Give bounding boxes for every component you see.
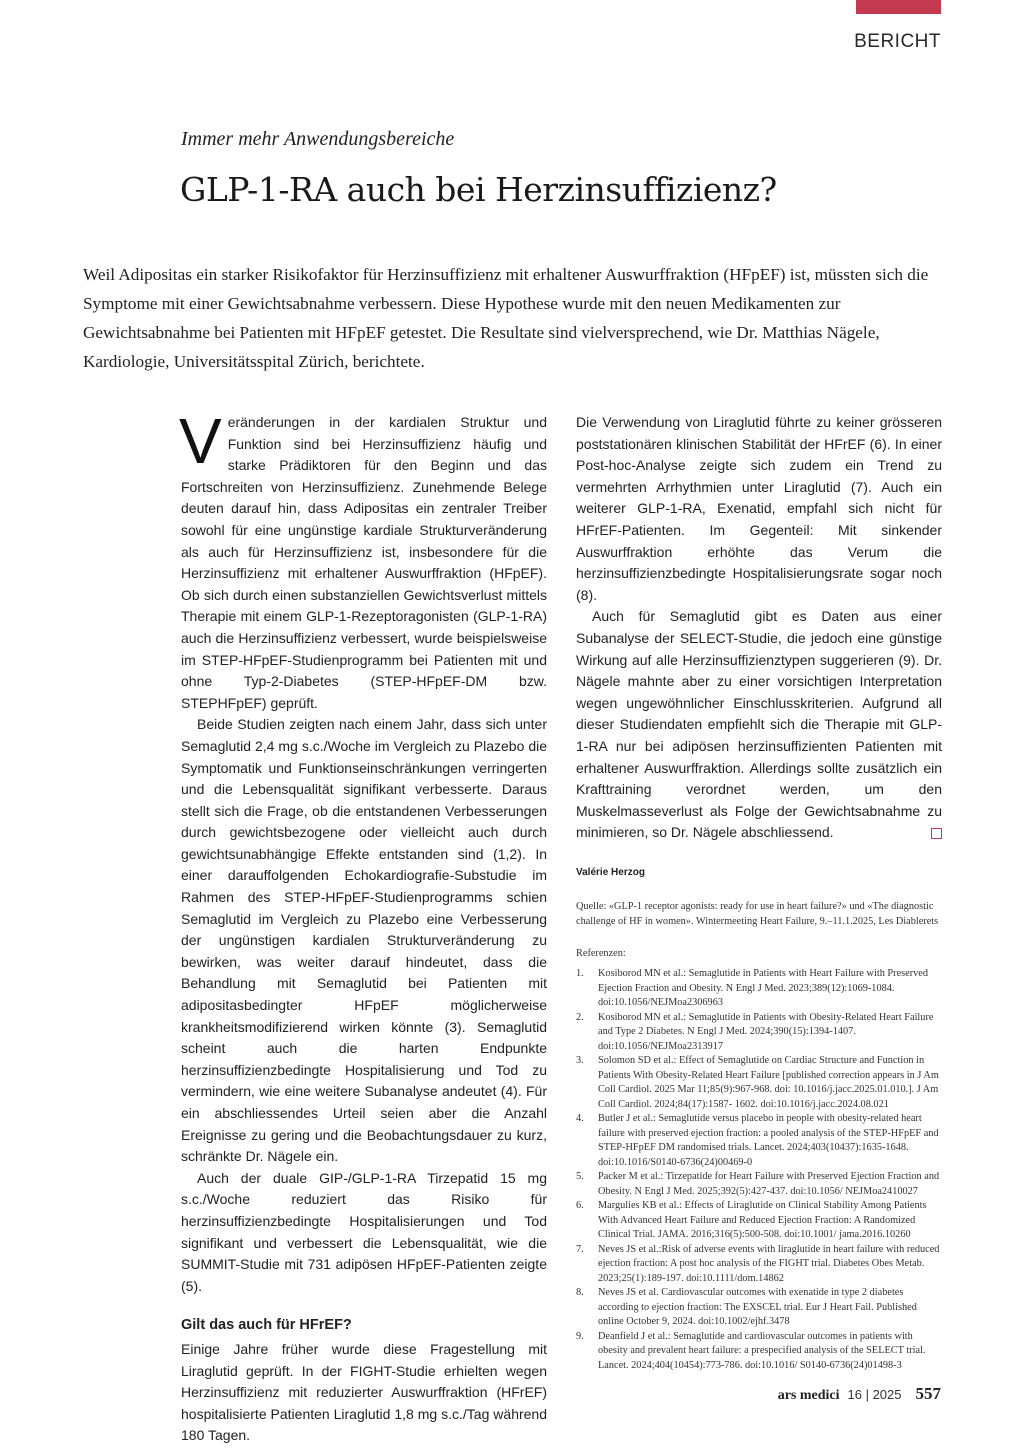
- reference-number: 4.: [576, 1113, 584, 1125]
- left-column: [179, 405, 547, 1447]
- paragraph-3: Auch der duale GIP-/GLP-1-RA Tirzepatid 15 mg s.c./Woche reduziert das Risiko für herzinsuffizienzbedingte Hospitalisierungen und Tod signifikant und verbessert die Lebensqualität, wie die SUMMIT-Studie mit 731 adipösen HFpEF-Patienten zeigte (5).: [181, 1169, 547, 1294]
- article-lead: Weil Adipositas ein starker Risikofaktor für Herzinsuffizienz mit erhaltener Auswurffraktion (HFpEF) ist, müssten sich die Symptome mit einer Gewichtsabnahme verbessern. Diese Hypothese wurde mit den neuen Medikamenten zur Gewichtsabnahme bei Patienten mit HFpEF getestet. Die Resultate sind vielversprechend, wie Dr. Matthias Nägele, Kardiologie, Universitätsspital Zürich, berichtete.: [83, 265, 929, 371]
- reference-item: [576, 1243, 942, 1287]
- paragraph-1-text: eränderungen in der kardialen Struktur und Funktion sind bei Herzinsuffizienz häufig und starke Prädiktoren für den Beginn und das Fortschreiten von Herzinsuffizienz. Zunehmende Belege deuten darauf hin, dass Adipositas ein zentraler Treiber sowohl für eine ungünstige kardiale Strukturveränderung als auch für Herzinsuffizienz ist, insbesondere für die Herzinsuffizienz mit erhaltener Auswurffraktion (HFpEF). Ob sich durch einen substanziellen Gewichtsverlust mittels Therapie mit einem GLP-1-Rezeptoragonisten (GLP-1-RA) auch die Herzinsuffizienz verbessert, wurde beispielsweise im STEP-HFpEF-Studienprogramm bei Patienten mit und ohne Typ-2-Diabetes (STEP-HFpEF-DM bzw. STEPHFpEF) geprüft.: [181, 414, 547, 711]
- reference-text: Butler J et al.: Semaglutide versus placebo in people with obesity-related heart failure with preserved ejection fraction: a pooled analysis of the STEP-HFpEF and STEP-HFpEF DM randomised trials. Lancet. 2024;403(10437):1635-1648. doi:10.1016/S0140-6736(24)00469-0: [598, 1113, 939, 1168]
- source-note: Quelle: «GLP-1 receptor agonists: ready for use in heart failure?» und «The diagnostic challenge of HF in women». Wintermeeting Heart Failure, 9.–11.1.2025, Les Diablerets: [576, 901, 939, 928]
- paragraph-4: Einige Jahre früher wurde diese Fragestellung mit Liraglutid geprüft. In der FIGHT-Studie erhielten wegen Herzinsuffizienz mit reduzierter Auswurffraktion (HFrEF) hospitalisierte Patienten Liraglutid 1,8 mg s.c./Tag während 180 Tagen.: [181, 1340, 547, 1444]
- article-title: GLP-1-RA auch bei Herzinsuffizienz?: [180, 170, 777, 209]
- reference-item: [576, 1286, 942, 1330]
- reference-text: Neves JS et al. Cardiovascular outcomes with exenatide in type 2 diabetes according to ejection fraction: The EXSCEL trial. Eur J Heart Fail. Published online October 9, 2024. doi:10.1002/ejhf.3478: [598, 1287, 917, 1328]
- reference-number: 5.: [576, 1171, 584, 1183]
- reference-number: 9.: [576, 1330, 584, 1342]
- right-column: [576, 412, 942, 1373]
- section-accent-bar: [856, 0, 941, 14]
- page-number: 557: [915, 1384, 941, 1403]
- drop-cap: V: [179, 405, 222, 477]
- reference-item: [576, 1330, 942, 1374]
- reference-number: 7.: [576, 1243, 584, 1255]
- reference-item: [576, 967, 942, 1011]
- paragraph-6-text: Auch für Semaglutid gibt es Daten aus einer Subanalyse der SELECT-Studie, die jedoch eine günstige Wirkung auf alle Herzinsuffizienztypen suggerieren (9). Dr. Nägele mahnte aber zu einer vorsichtigen Interpretation wegen ungewöhnlicher Einschlusskriterien. Aufgrund all dieser Studiendaten empfiehlt sich die Therapie mit GLP-1-RA nur bei adipösen herzinsuffizienten Patienten mit erhaltener Auswurffraktion. Allerdings sollte zusätzlich ein Krafttraining verordnet werden, um den Muskelmasseverlust als Folge der Gewichtsabnahme zu minimieren, so Dr. Nägele abschliessend.: [576, 608, 942, 841]
- subheading-hfref: Gilt das auch für HFrEF?: [181, 1317, 352, 1334]
- reference-item: [576, 1054, 942, 1112]
- author-byline: Valérie Herzog: [576, 866, 645, 878]
- reference-number: 2.: [576, 1011, 584, 1023]
- paragraph-1: [179, 405, 547, 714]
- section-label: BERICHT: [854, 31, 941, 52]
- reference-text: Margulies KB et al.: Effects of Liraglutide on Clinical Stability Among Patients With Advanced Heart Failure and Reduced Ejection Fraction: A Randomized Clinical Trial. JAMA. 2016;316(5):500-508. doi:10.1001/ jama.2016.10260: [598, 1200, 927, 1241]
- reference-text: Packer M et al.: Tirzepatide for Heart Failure with Preserved Ejection Fraction and Obesity. N Engl J Med. 2025;392(5):427-437. doi:10.1056/ NEJMoa2410027: [598, 1171, 940, 1197]
- reference-number: 1.: [576, 968, 584, 980]
- reference-number: 3.: [576, 1055, 584, 1067]
- reference-text: Neves JS et al.:Risk of adverse events with liraglutide in heart failure with reduced ejection fraction: A post hoc analysis of the FIGHT trial. Diabetes Obes Metab. 2023;25(1):189-197. doi:10.1111/dom.14862: [598, 1243, 940, 1284]
- reference-item: [576, 1112, 942, 1170]
- reference-number: 8.: [576, 1287, 584, 1299]
- reference-text: Deanfield J et al.: Semaglutide and cardiovascular outcomes in patients with obesity and prevalent heart failure: a prespecified analysis of the SELECT trial. Lancet. 2024;404(10454):773-786. doi:10.1016/ S0140-6736(24)01498-3: [598, 1330, 926, 1371]
- issue-number: 16 | 2025: [847, 1387, 902, 1402]
- paragraph-6: [576, 606, 942, 844]
- references-heading: Referenzen:: [576, 948, 626, 960]
- paragraph-5: Die Verwendung von Liraglutid führte zu keiner grösseren poststationären klinischen Stabilität der HFrEF (6). In einer Post-hoc-Analyse zeigte sich zudem ein Trend zu vermehrten Arrhythmien unter Liraglutid (7). Auch ein weiterer GLP-1-RA, Exenatid, empfahl sich nicht für HFrEF-Patienten. Im Gegenteil: Mit sinkender Auswurffraktion erhöhte das Verum die herzinsuffizienzbedingte Hospitalisierungsrate sogar noch (8).: [576, 414, 942, 603]
- reference-item: [576, 1011, 942, 1055]
- reference-item: [576, 1170, 942, 1199]
- reference-text: Kosiborod MN et al.: Semaglutide in Patients with Heart Failure with Preserved Ejection Fraction and Obesity. N Engl J Med. 2023;389(12):1069-1084. doi:10.1056/NEJMoa2306963: [598, 968, 929, 1009]
- end-of-article-square-icon: [931, 828, 942, 839]
- references-list: [576, 967, 942, 1373]
- journal-name: ars medici: [777, 1388, 840, 1403]
- reference-text: Kosiborod MN et al.: Semaglutide in Patients with Obesity-Related Heart Failure and Type 2 Diabetes. N Engl J Med. 2024;390(15):1394-1407. doi:10.1056/NEJMoa2313917: [598, 1011, 934, 1052]
- article-kicker: Immer mehr Anwendungsbereiche: [181, 128, 455, 150]
- reference-item: [576, 1199, 942, 1243]
- page-footer: [778, 1384, 941, 1404]
- reference-number: 6.: [576, 1200, 584, 1212]
- reference-text: Solomon SD et al.: Effect of Semaglutide on Cardiac Structure and Function in Patients With Obesity-Related Heart Failure [published correction appears in J Am Coll Cardiol. 2025 Mar 11;85(9):967-968. doi: 10.1016/j.jacc.2025.01.010.]. J Am Coll Cardiol. 2024;84(17):1587- 1602. doi:10.1016/j.jacc.2024.08.021: [598, 1055, 939, 1110]
- paragraph-2: Beide Studien zeigten nach einem Jahr, dass sich unter Semaglutid 2,4 mg s.c./Woche im Vergleich zu Plazebo die Symptomatik und Funktionseinschränkungen verringerten und die Lebensqualität signifikant verbesserte. Daraus stellt sich die Frage, ob die entstandenen Verbesserungen durch gewichtsbezogene oder vielleicht auch durch gewichtsunabhängige Effekte entstanden sind (1,2). In einer darauffolgenden Echokardiografie-Substudie im Rahmen des STEP-HFpEF-Studienprogramms schien Semaglutid im Vergleich zu Plazebo eine Verbesserung der ungünstigen kardialen Strukturveränderung zu bewirken, was weiter darauf hindeutet, dass die Behandlung mit Semaglutid bei Patienten mit adipositasbedingter HFpEF möglicherweise krankheitsmodifizierend wirken könnte (3). Semaglutid scheint auch die harten Endpunkte herzinsuffizienzbedingte Hospitalisierung und Tod zu vermindern, wie eine weitere Subanalyse andeutet (4). Für ein abschliessendes Urteil seien aber die Anzahl Ereignisse zu gering und die Beobachtungsdauer zu kurz, schränkte Dr. Nägele ein.: [181, 716, 547, 1165]
